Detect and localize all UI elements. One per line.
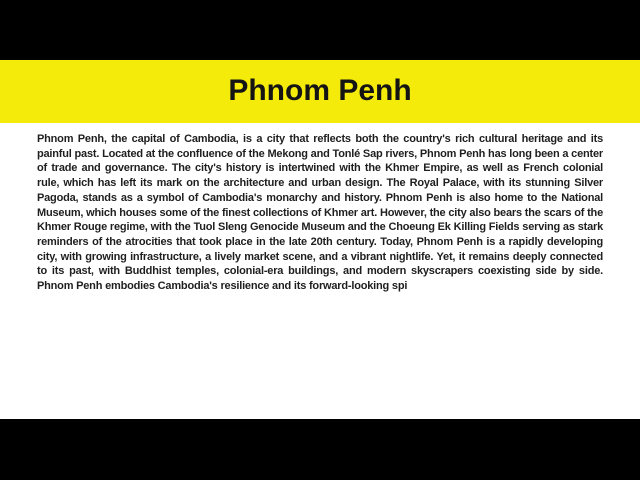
page-title: Phnom Penh	[228, 73, 412, 107]
content-area	[0, 123, 640, 419]
letterbox-top-bar	[0, 0, 640, 60]
body-paragraph: Phnom Penh, the capital of Cambodia, is a city that reflects both the country's rich cultural heritage and its painful past. Located at the confluence of the Mekong and Tonlé Sap rivers, Phnom Penh has long been a center of trade and governance. The city's history is intertwined with the Khmer Empire, as well as French colonial rule, which has left its mark on the architecture and urban design. The Royal Palace, with its stunning Silver Pagoda, stands as a symbol of Cambodia's monarchy and history. Phnom Penh is also home to the National Museum, which houses some of the finest collections of Khmer art. However, the city also bears the scars of the Khmer Rouge regime, with the Tuol Sleng Genocide Museum and the Choeung Ek Killing Fields serving as stark reminders of the atrocities that took place in the late 20th century. Today, Phnom Penh is a rapidly developing city, with growing infrastructure, a lively market scene, and a vibrant nightlife. Yet, it remains deeply connected to its past, with Buddhist temples, colonial-era buildings, and modern skyscrapers coexisting side by side. Phnom Penh embodies Cambodia's resilience and its forward-looking spi	[37, 133, 603, 293]
title-banner	[0, 60, 640, 123]
letterbox-bottom-bar	[0, 419, 640, 480]
